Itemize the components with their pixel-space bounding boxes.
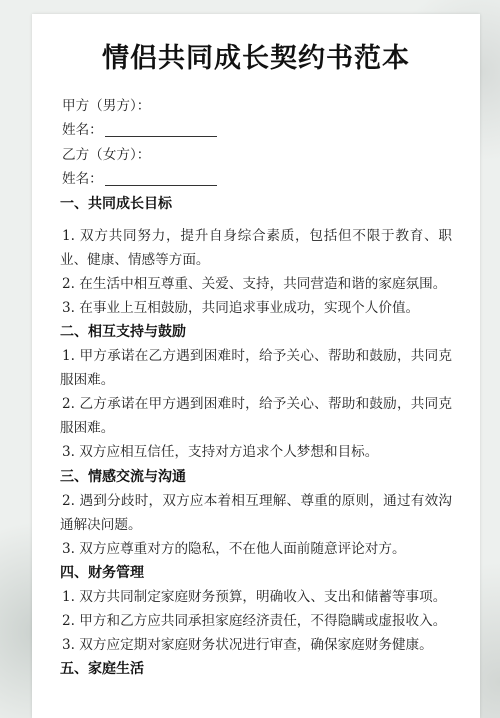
section-heading-goals: 一、共同成长目标 (60, 196, 172, 212)
support-item-2-line-2: 服困难。 (60, 420, 115, 436)
goals-item-1-line-1: 1. 双方共同努力，提升自身综合素质，包括但不限于教育、职 (62, 228, 452, 244)
support-item-1-line-2: 服困难。 (60, 372, 115, 388)
party-a-name-blank (105, 122, 217, 137)
section-heading-family-life: 五、家庭生活 (60, 661, 144, 677)
finance-item-3: 3. 双方应定期对家庭财务状况进行审查，确保家庭财务健康。 (62, 637, 433, 653)
document-title: 情侣共同成长契约书范本 (102, 43, 410, 74)
party-b-name-label: 姓名： (62, 171, 103, 187)
goals-item-3: 3. 在事业上互相鼓励，共同追求事业成功，实现个人价值。 (62, 300, 420, 316)
section-heading-communication: 三、情感交流与沟通 (60, 469, 186, 485)
party-a-label: 甲方（男方）： (62, 98, 151, 114)
goals-item-2: 2. 在生活中相互尊重、关爱、支持，共同营造和谐的家庭氛围。 (62, 276, 447, 292)
communication-item-3: 3. 双方应尊重对方的隐私，不在他人面前随意评论对方。 (62, 541, 406, 557)
support-item-1-line-1: 1. 甲方承诺在乙方遇到困难时，给予关心、帮助和鼓励，共同克 (62, 348, 452, 364)
section-heading-support: 二、相互支持与鼓励 (60, 324, 186, 340)
party-a-name-label: 姓名： (62, 122, 103, 138)
contract-document (32, 14, 480, 718)
finance-item-1: 1. 双方共同制定家庭财务预算，明确收入、支出和储蓄等事项。 (62, 589, 447, 605)
party-b-label: 乙方（女方）： (62, 147, 151, 163)
communication-item-2-line-2: 通解决问题。 (60, 517, 142, 533)
support-item-2-line-1: 2. 乙方承诺在甲方遇到困难时，给予关心、帮助和鼓励，共同克 (62, 396, 452, 412)
finance-item-2: 2. 甲方和乙方应共同承担家庭经济责任，不得隐瞒或虚报收入。 (62, 613, 447, 629)
section-heading-finance: 四、财务管理 (60, 565, 144, 581)
communication-item-2-line-1: 2. 遇到分歧时，双方应本着相互理解、尊重的原则，通过有效沟 (62, 493, 452, 509)
party-b-name-row (62, 169, 217, 189)
party-a-name-row (62, 120, 217, 140)
goals-item-1-line-2: 业、健康、情感等方面。 (60, 252, 210, 268)
support-item-3: 3. 双方应相互信任，支持对方追求个人梦想和目标。 (62, 444, 379, 460)
party-b-name-blank (105, 171, 217, 186)
